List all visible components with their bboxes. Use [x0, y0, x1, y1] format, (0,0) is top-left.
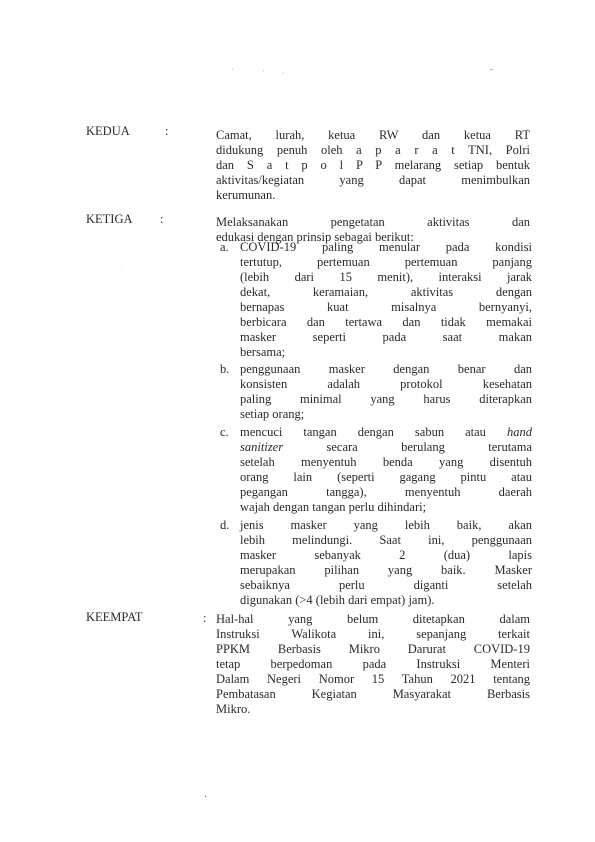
- section-body: [216, 612, 530, 717]
- body-line: Camat, lurah, ketua RW dan ketua RT: [216, 128, 530, 142]
- item-line: setelah menyentuh benda yang disentuh: [240, 455, 532, 469]
- scan-speck: -: [490, 65, 493, 74]
- item-line: dekat, keramaian, aktivitas dengan: [240, 285, 532, 299]
- item-line: jenis masker yang lebih baik, akan: [240, 518, 532, 532]
- body-line: didukung penuh oleh a p a r a t TNI, Polri: [216, 143, 530, 157]
- item-text-italic: sanitizer: [240, 440, 284, 454]
- item-line: masker seperti pada saat makan: [240, 330, 532, 344]
- section-colon: :: [165, 124, 169, 138]
- item-line: bernapas kuat misalnya bernyanyi,: [240, 300, 532, 314]
- list-marker: b.: [220, 362, 230, 376]
- list-item: [220, 362, 532, 422]
- item-line: setiap orang;: [240, 407, 305, 421]
- list-item: [220, 240, 532, 360]
- section-label: KEEMPAT: [86, 610, 143, 624]
- item-text: secara berulang terutama: [283, 440, 532, 454]
- item-line: berbicara dan tertawa dan tidak memakai: [240, 315, 532, 329]
- item-line: bersama;: [240, 345, 286, 359]
- list-item: [220, 425, 532, 515]
- item-line: sebaiknya perlu diganti setelah: [240, 578, 532, 592]
- body-line: Instruksi Walikota ini, sepanjang terkait: [216, 627, 530, 641]
- item-line: COVID-19 paling menular pada kondisi: [240, 240, 532, 254]
- body-line: aktivitas/kegiatan yang dapat menimbulkan: [216, 173, 530, 187]
- list-item: [220, 518, 532, 608]
- list-marker: a.: [220, 240, 229, 254]
- item-line: merupakan pilihan yang baik. Masker: [240, 563, 532, 577]
- item-text-italic: hand: [507, 425, 532, 439]
- item-line: masker sebanyak 2 (dua) lapis: [240, 548, 532, 562]
- scan-speck: ·: [282, 69, 285, 78]
- item-line: pegangan tangga), menyentuh daerah: [240, 485, 532, 499]
- section-body: [216, 128, 530, 203]
- item-line: digunakan (>4 (lebih dari empat) jam).: [240, 593, 435, 607]
- scan-speck: ·: [120, 263, 123, 272]
- section-label: KETIGA: [86, 212, 133, 226]
- scan-speck: ·: [231, 65, 234, 74]
- item-line: orang lain (seperti gagang pintu atau: [240, 470, 532, 484]
- body-line: Hal-hal yang belum ditetapkan dalam: [216, 612, 530, 626]
- section-label: KEDUA: [86, 124, 130, 138]
- body-line: kerumunan.: [216, 188, 276, 202]
- body-line: Pembatasan Kegiatan Masyarakat Berbasis: [216, 687, 530, 701]
- item-line: wajah dengan tangan perlu dihindari;: [240, 500, 427, 514]
- item-line: konsisten adalah protokol kesehatan: [240, 377, 532, 391]
- item-line: penggunaan masker dengan benar dan: [240, 362, 532, 376]
- item-line: tertutup, pertemuan pertemuan panjang: [240, 255, 532, 269]
- section-colon: :: [160, 212, 164, 226]
- item-line: [240, 425, 532, 440]
- body-line: Mikro.: [216, 702, 251, 716]
- body-line: Melaksanakan pengetatan aktivitas dan: [216, 215, 530, 229]
- section-colon: :: [203, 611, 207, 625]
- instruction-list: [220, 240, 532, 608]
- item-line: lebih melindungi. Saat ini, penggunaan: [240, 533, 532, 547]
- body-line: edukasi dengan prinsip sebagai berikut:: [216, 230, 414, 244]
- body-line: tetap berpedoman pada Instruksi Menteri: [216, 657, 530, 671]
- list-marker: d.: [220, 518, 230, 532]
- body-line: dan S a t p o l P P melarang setiap bentuk: [216, 158, 530, 172]
- item-text: mencuci tangan dengan sabun atau: [240, 425, 507, 439]
- scan-speck: ·: [204, 792, 208, 803]
- body-line: PPKM Berbasis Mikro Darurat COVID-19: [216, 642, 530, 656]
- scan-speck: ·: [262, 67, 265, 76]
- body-line: Dalam Negeri Nomor 15 Tahun 2021 tentang: [216, 672, 530, 686]
- item-line: paling minimal yang harus diterapkan: [240, 392, 532, 406]
- item-line: (lebih dari 15 menit), interaksi jarak: [240, 270, 532, 284]
- item-line: [240, 440, 532, 455]
- list-marker: c.: [220, 425, 229, 439]
